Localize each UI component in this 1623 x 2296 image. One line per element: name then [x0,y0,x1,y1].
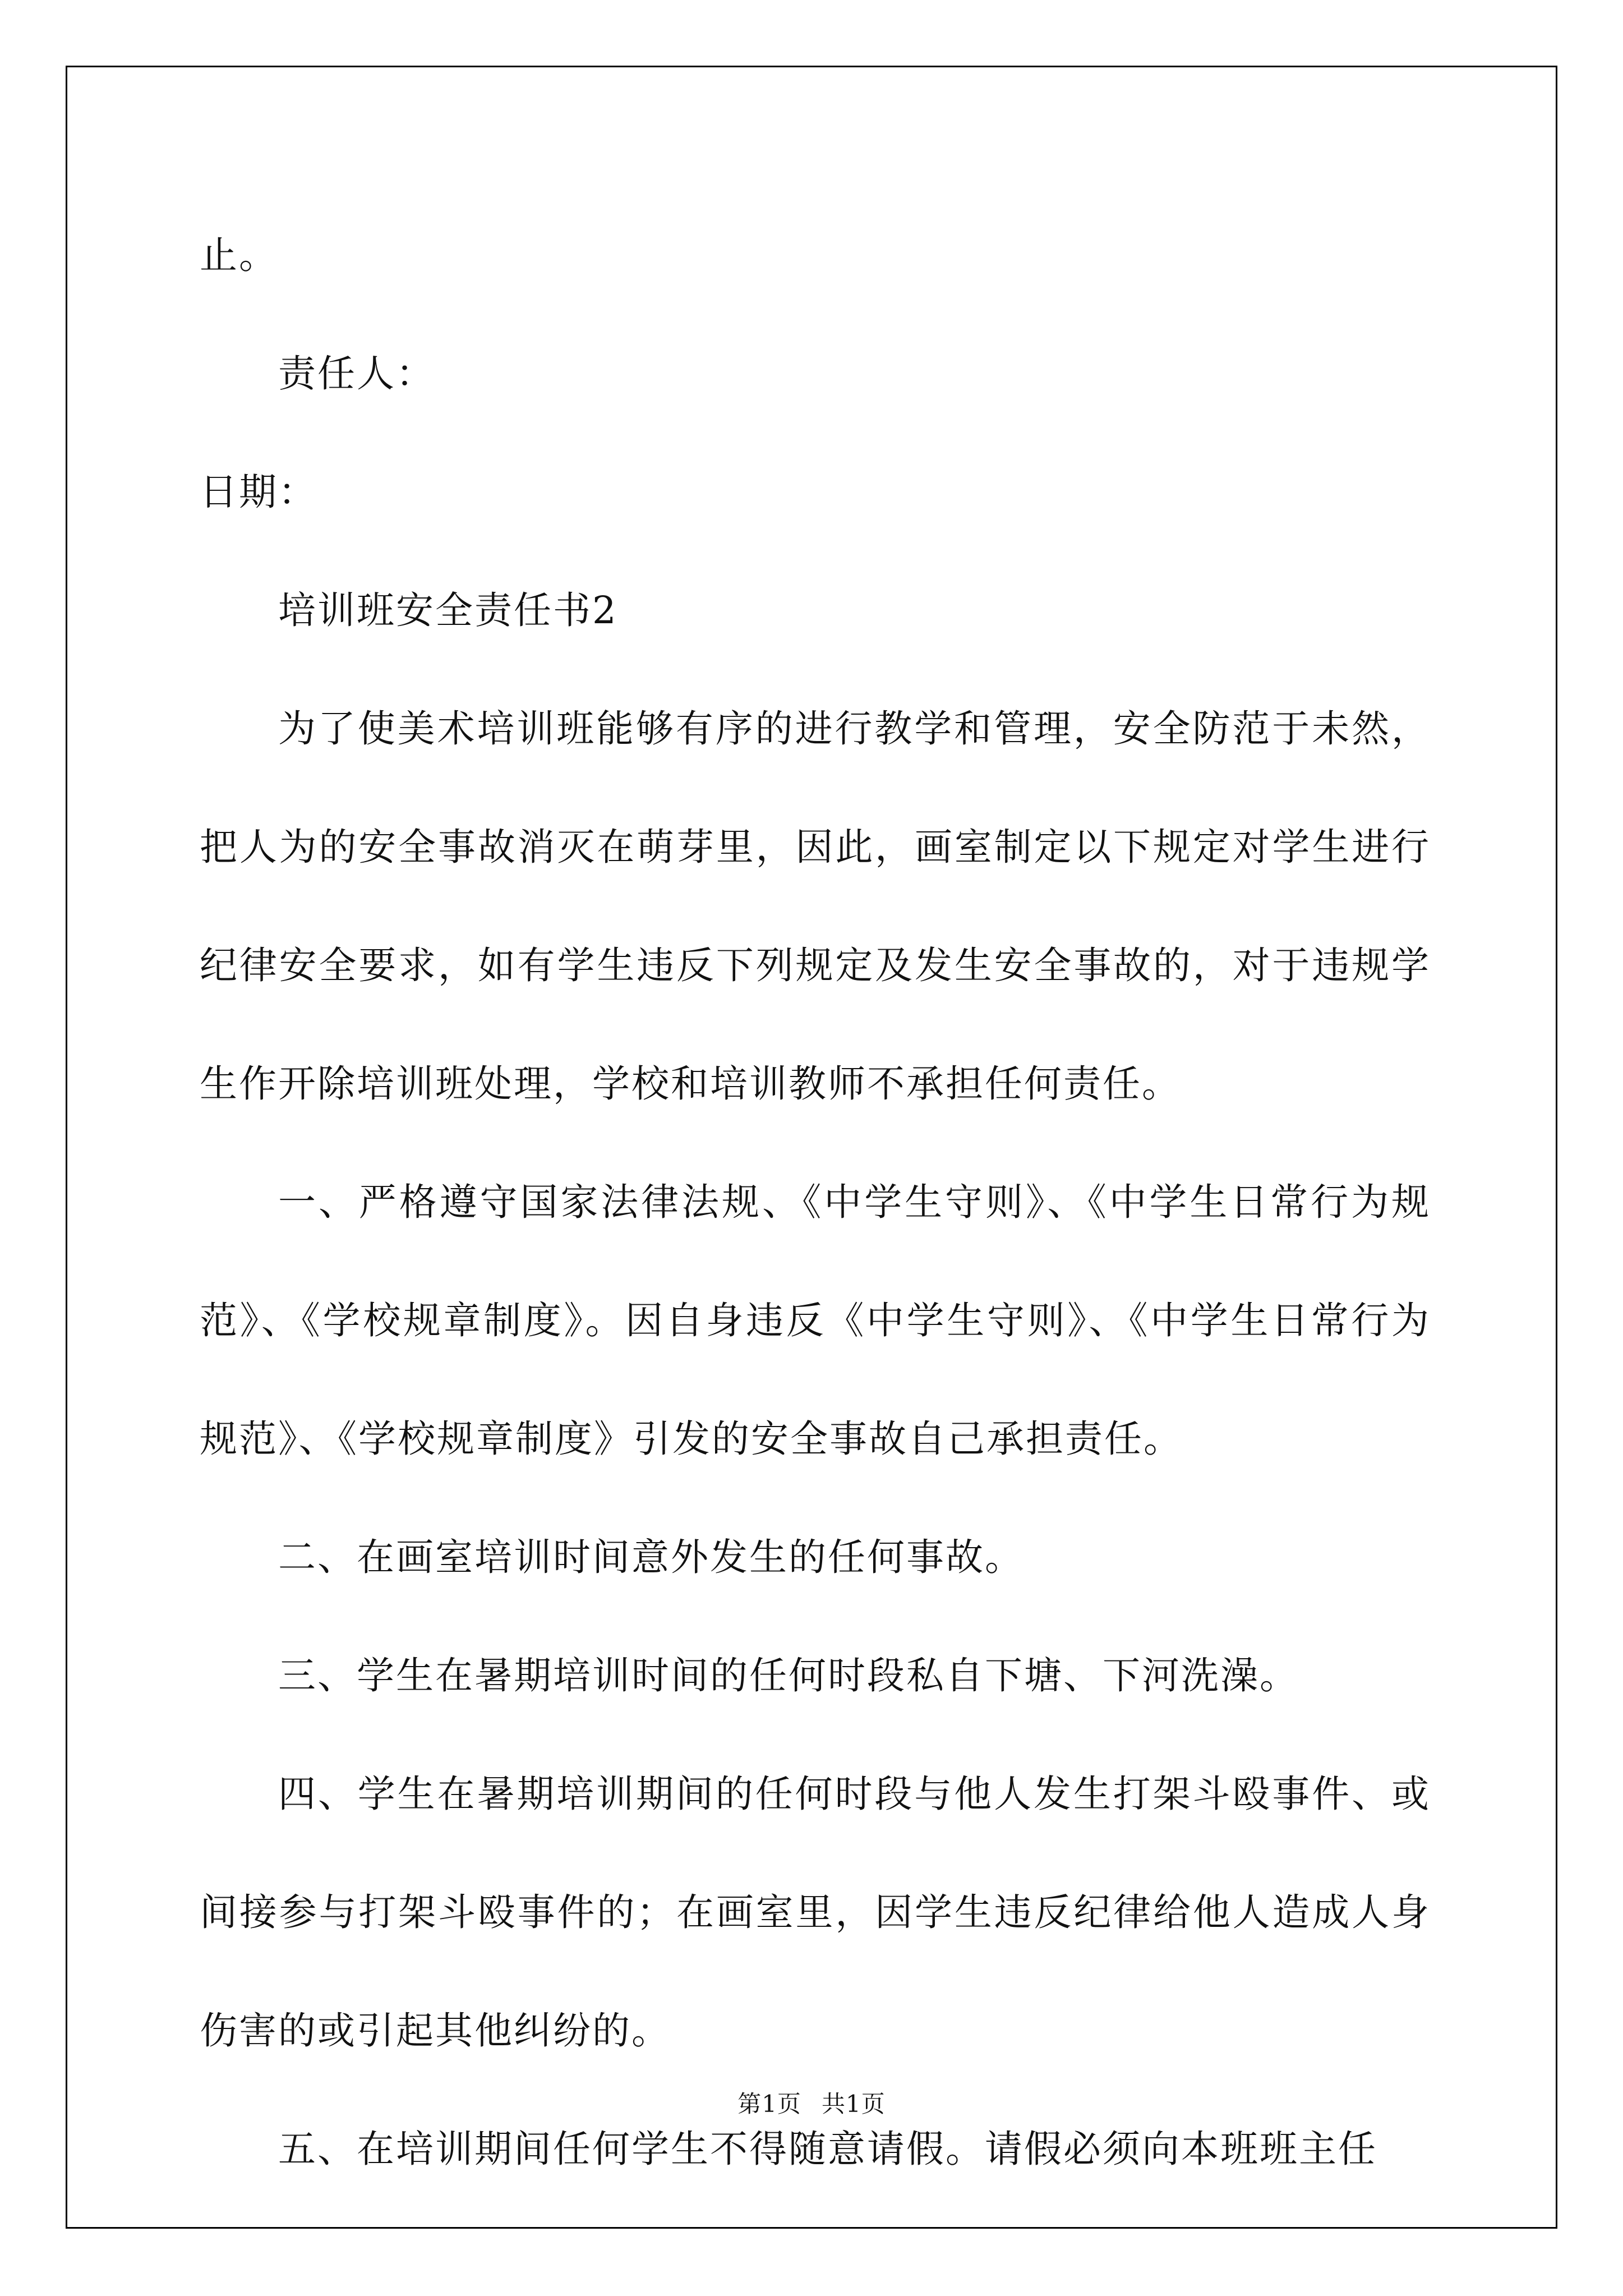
paragraph-rule-1: 一、严格遵守国家法律法规、《中学生守则》、《中学生日常行为规范》、《学校规章制度》。因自身违反《中学生守则》、《中学生日常行为规范》、《学校规章制度》引发的安全事故自己承担责任。 [200,1180,1431,1461]
paragraph-responsible-person: 责任人： [278,352,435,395]
section-title: 培训班安全责任书2 [278,588,618,632]
paragraph-1: 止。 [200,233,278,277]
paragraph-rule-5: 五、在培训期间任何学生不得随意请假。请假必须向本班班主任 [278,2127,1377,2171]
page-footer [0,2086,1623,2119]
document-body [200,196,1431,2208]
paragraph-rule-3: 三、学生在暑期培训时间的任何时段私自下塘、下河洗澡。 [278,1654,1299,1697]
paragraph-intro: 为了使美术培训班能够有序的进行教学和管理，安全防范于未然，把人为的安全事故消灭在萌芽里，因此，画室制定以下规定对学生进行纪律安全要求，如有学生违反下列规定及发生安全事故的，对于违规学生作开除培训班处理，学校和培训教师不承担任何责任。 [200,707,1431,1106]
paragraph-rule-2: 二、在画室培训时间意外发生的任何事故。 [278,1535,1024,1579]
paragraph-rule-4: 四、学生在暑期培训期间的任何时段与他人发生打架斗殴事件、或间接参与打架斗殴事件的；在画室里，因学生违反纪律给他人造成人身伤害的或引起其他纠纷的。 [200,1772,1431,2053]
paragraph-date: 日期： [200,470,317,514]
page-number-total: 共1页 [822,2090,886,2118]
page-number-current: 第1页 [737,2090,801,2118]
